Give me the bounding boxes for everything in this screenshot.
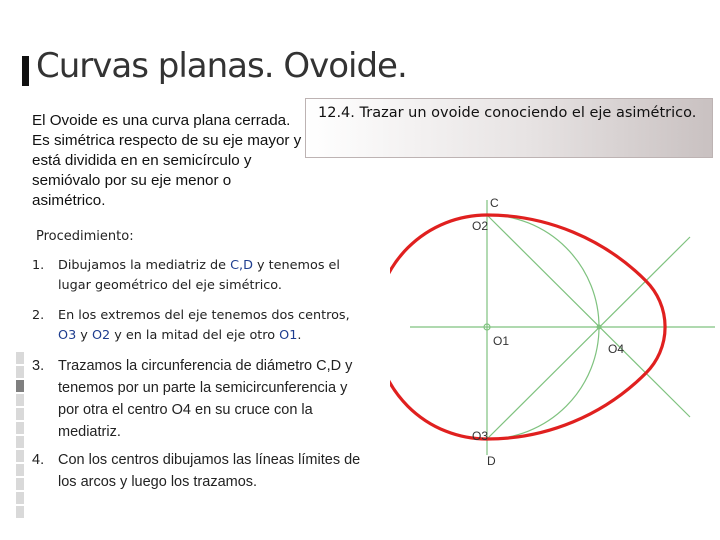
decorative-stripes — [16, 352, 24, 520]
label-o1: O1 — [493, 334, 510, 348]
step-text: Trazamos la circunferencia de diámetro C,D y tenemos por un parte la semicircunferencia y por otra el centro O4 en su cruce con la mediatriz. — [58, 358, 353, 440]
subtitle: 12.4. Trazar un ovoide conociendo el eje asimétrico. — [318, 105, 697, 121]
subtitle-box — [305, 98, 713, 158]
step-number: 4. — [32, 452, 45, 468]
procedure-title: Procedimiento: — [36, 229, 134, 244]
diagonal-lower — [487, 237, 690, 439]
label-o2: O2 — [472, 219, 489, 233]
slide-title: Curvas planas. Ovoide. — [36, 46, 407, 86]
o4-marker — [597, 325, 602, 330]
label-d: D — [487, 454, 496, 468]
step-number: 3. — [32, 358, 45, 374]
step-number: 1. — [32, 258, 45, 273]
label-o4: O4 — [608, 342, 625, 356]
diagonal-upper — [487, 215, 690, 417]
step-text: Con los centros dibujamos las líneas límites de los arcos y luego los trazamos. — [58, 452, 361, 490]
step-number: 2. — [32, 308, 45, 323]
step-text: En los extremos del eje tenemos dos centros, O3 y O2 y en la mitad del eje otro O1. — [58, 308, 350, 343]
label-c: C — [490, 196, 499, 210]
title-accent-bar — [22, 56, 29, 86]
intro-paragraph: El Ovoide es una curva plana cerrada. Es simétrica respecto de su eje mayor y está dividida en en semicírculo y semióvalo por su eje menor o asimétrico. — [32, 112, 302, 209]
ovoid-figure — [390, 185, 720, 475]
step-text: Dibujamos la mediatriz de C,D y tenemos el lugar geométrico del eje simétrico. — [58, 258, 340, 293]
label-o3: O3 — [472, 429, 489, 443]
